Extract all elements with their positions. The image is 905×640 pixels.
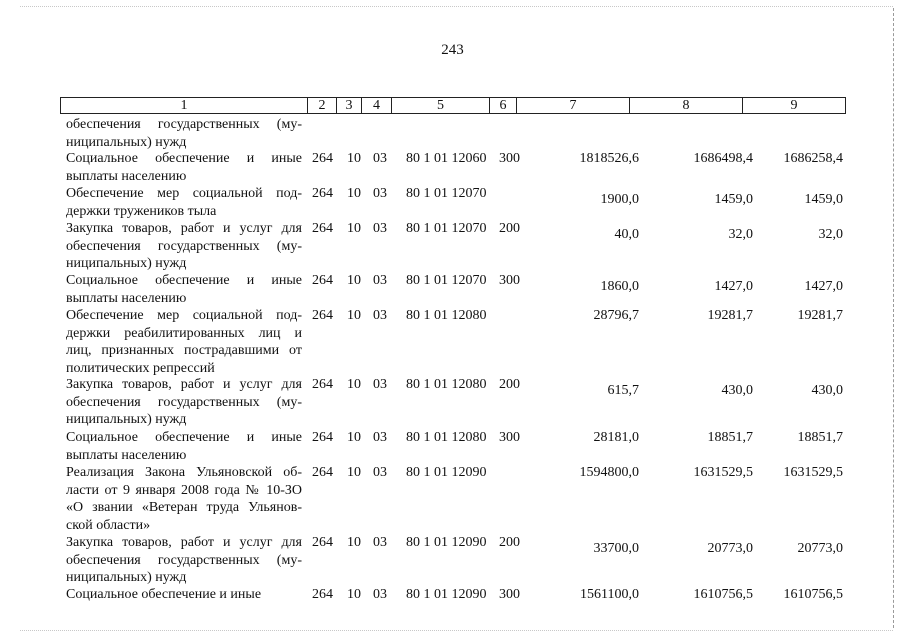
- description-line: Закупка товаров, работ и услуг для: [66, 221, 302, 236]
- page-edge-right: [893, 8, 895, 628]
- cell-target-item: 80 1 01 12070: [406, 221, 487, 236]
- cell-expense-type: 300: [499, 151, 520, 166]
- cell-value-col8: 1427,0: [714, 279, 753, 294]
- cell-value-col8: 1459,0: [714, 192, 753, 207]
- cell-value-col9: 1610756,5: [783, 587, 843, 602]
- cell-admin-code: 264: [312, 535, 333, 550]
- cell-value-col9: 1686258,4: [783, 151, 843, 166]
- row-description: [66, 586, 302, 604]
- row-description: [66, 150, 302, 185]
- cell-target-item: 80 1 01 12080: [406, 377, 487, 392]
- row-description: [66, 464, 302, 534]
- cell-admin-code: 264: [312, 465, 333, 480]
- description-line: политических репрессий: [66, 360, 215, 376]
- cell-subsection: 03: [373, 186, 387, 201]
- cell-subsection: 03: [373, 587, 387, 602]
- description-line: Социальное обеспечение и иные: [66, 430, 302, 445]
- row-description: [66, 429, 302, 464]
- description-line: обеспечения государственных (му-: [66, 552, 302, 568]
- cell-subsection: 03: [373, 221, 387, 236]
- cell-value-col7: 1561100,0: [580, 587, 639, 602]
- cell-value-col8: 1610756,5: [693, 587, 753, 602]
- cell-value-col7: 1900,0: [600, 192, 639, 207]
- cell-value-col7: 28796,7: [593, 308, 639, 323]
- cell-admin-code: 264: [312, 186, 333, 201]
- cell-value-col8: 20773,0: [707, 541, 753, 556]
- cell-target-item: 80 1 01 12090: [406, 465, 487, 480]
- cell-section: 10: [347, 587, 361, 602]
- cell-expense-type: 200: [499, 221, 520, 236]
- page-number: 243: [441, 42, 464, 58]
- cell-target-item: 80 1 01 12070: [406, 186, 487, 201]
- description-line: держки реабилитированных лиц и: [66, 325, 302, 341]
- cell-expense-type: 200: [499, 377, 520, 392]
- cell-target-item: 80 1 01 12070: [406, 273, 487, 288]
- column-header-2: 2: [308, 98, 337, 113]
- row-description: [66, 116, 302, 151]
- cell-target-item: 80 1 01 12080: [406, 430, 487, 445]
- description-line: ской области»: [66, 517, 151, 533]
- description-line: Социальное обеспечение и иные: [66, 587, 262, 602]
- description-line: Закупка товаров, работ и услуг для: [66, 377, 302, 392]
- description-line: обеспечения государственных (му-: [66, 394, 302, 410]
- description-line: ниципальных) нужд: [66, 134, 187, 150]
- cell-value-col9: 430,0: [811, 383, 843, 398]
- cell-value-col7: 33700,0: [593, 541, 639, 556]
- cell-expense-type: 300: [499, 587, 520, 602]
- cell-subsection: 03: [373, 535, 387, 550]
- column-header-5: 5: [392, 98, 490, 113]
- cell-value-col7: 1860,0: [600, 279, 639, 294]
- description-line: выплаты населению: [66, 168, 187, 184]
- cell-value-col7: 1818526,6: [579, 151, 639, 166]
- cell-subsection: 03: [373, 151, 387, 166]
- description-line: лиц, признанных пострадавшими от: [66, 343, 302, 358]
- cell-section: 10: [347, 308, 361, 323]
- cell-admin-code: 264: [312, 430, 333, 445]
- cell-section: 10: [347, 186, 361, 201]
- cell-target-item: 80 1 01 12080: [406, 308, 487, 323]
- column-header-4: 4: [362, 98, 392, 113]
- description-line: Социальное обеспечение и иные: [66, 151, 302, 166]
- cell-subsection: 03: [373, 273, 387, 288]
- description-line: Закупка товаров, работ и услуг для: [66, 535, 302, 550]
- row-description: [66, 220, 302, 273]
- cell-value-col9: 1459,0: [804, 192, 843, 207]
- cell-value-col9: 18851,7: [797, 430, 843, 445]
- cell-section: 10: [347, 151, 361, 166]
- cell-value-col8: 430,0: [721, 383, 753, 398]
- cell-value-col9: 32,0: [818, 227, 843, 242]
- cell-value-col9: 19281,7: [797, 308, 843, 323]
- cell-admin-code: 264: [312, 221, 333, 236]
- description-line: ласти от 9 января 2008 года № 10-ЗО: [66, 482, 302, 498]
- description-line: выплаты населению: [66, 290, 187, 306]
- cell-target-item: 80 1 01 12060: [406, 151, 487, 166]
- column-header-3: 3: [337, 98, 362, 113]
- cell-admin-code: 264: [312, 151, 333, 166]
- cell-section: 10: [347, 465, 361, 480]
- cell-admin-code: 264: [312, 308, 333, 323]
- column-header-6: 6: [490, 98, 517, 113]
- description-line: Социальное обеспечение и иные: [66, 273, 302, 288]
- row-description: [66, 376, 302, 429]
- cell-section: 10: [347, 377, 361, 392]
- cell-value-col7: 615,7: [607, 383, 639, 398]
- column-header-7: 7: [517, 98, 630, 113]
- description-line: Обеспечение мер социальной под-: [66, 308, 302, 323]
- column-header-8: 8: [630, 98, 743, 113]
- cell-value-col7: 28181,0: [593, 430, 639, 445]
- description-line: держки тружеников тыла: [66, 203, 217, 219]
- cell-section: 10: [347, 430, 361, 445]
- cell-section: 10: [347, 535, 361, 550]
- cell-admin-code: 264: [312, 587, 333, 602]
- column-header-9: 9: [790, 98, 798, 113]
- cell-target-item: 80 1 01 12090: [406, 535, 487, 550]
- row-description: [66, 185, 302, 220]
- description-line: «О звании «Ветеран труда Ульянов-: [66, 500, 302, 515]
- cell-value-col7: 40,0: [614, 227, 639, 242]
- cell-expense-type: 300: [499, 430, 520, 445]
- cell-value-col9: 20773,0: [797, 541, 843, 556]
- cell-admin-code: 264: [312, 273, 333, 288]
- description-line: обеспечения государственных (му-: [66, 238, 302, 254]
- description-line: обеспечения государственных (му-: [66, 117, 302, 132]
- cell-value-col9: 1631529,5: [783, 465, 843, 480]
- table-header: [60, 97, 846, 114]
- cell-value-col8: 19281,7: [707, 308, 753, 323]
- cell-target-item: 80 1 01 12090: [406, 587, 487, 602]
- cell-value-col8: 32,0: [728, 227, 753, 242]
- description-line: ниципальных) нужд: [66, 570, 187, 585]
- page-edge-top: [20, 6, 893, 7]
- cell-subsection: 03: [373, 377, 387, 392]
- cell-expense-type: 300: [499, 273, 520, 288]
- description-line: Обеспечение мер социальной под-: [66, 186, 302, 201]
- cell-admin-code: 264: [312, 377, 333, 392]
- row-description: [66, 534, 302, 587]
- row-description: [66, 272, 302, 307]
- column-header-1: 1: [61, 98, 308, 113]
- cell-subsection: 03: [373, 430, 387, 445]
- page-edge-bottom: [20, 630, 893, 631]
- cell-value-col8: 1631529,5: [693, 465, 753, 480]
- cell-value-col9: 1427,0: [804, 279, 843, 294]
- description-line: ниципальных) нужд: [66, 412, 187, 427]
- cell-value-col8: 1686498,4: [693, 151, 753, 166]
- cell-section: 10: [347, 221, 361, 236]
- cell-expense-type: 200: [499, 535, 520, 550]
- cell-subsection: 03: [373, 465, 387, 480]
- row-description: [66, 307, 302, 377]
- cell-value-col7: 1594800,0: [579, 465, 639, 480]
- description-line: ниципальных) нужд: [66, 256, 187, 271]
- description-line: выплаты населению: [66, 447, 187, 463]
- cell-value-col8: 18851,7: [707, 430, 753, 445]
- description-line: Реализация Закона Ульяновской об-: [66, 465, 302, 480]
- cell-subsection: 03: [373, 308, 387, 323]
- cell-section: 10: [347, 273, 361, 288]
